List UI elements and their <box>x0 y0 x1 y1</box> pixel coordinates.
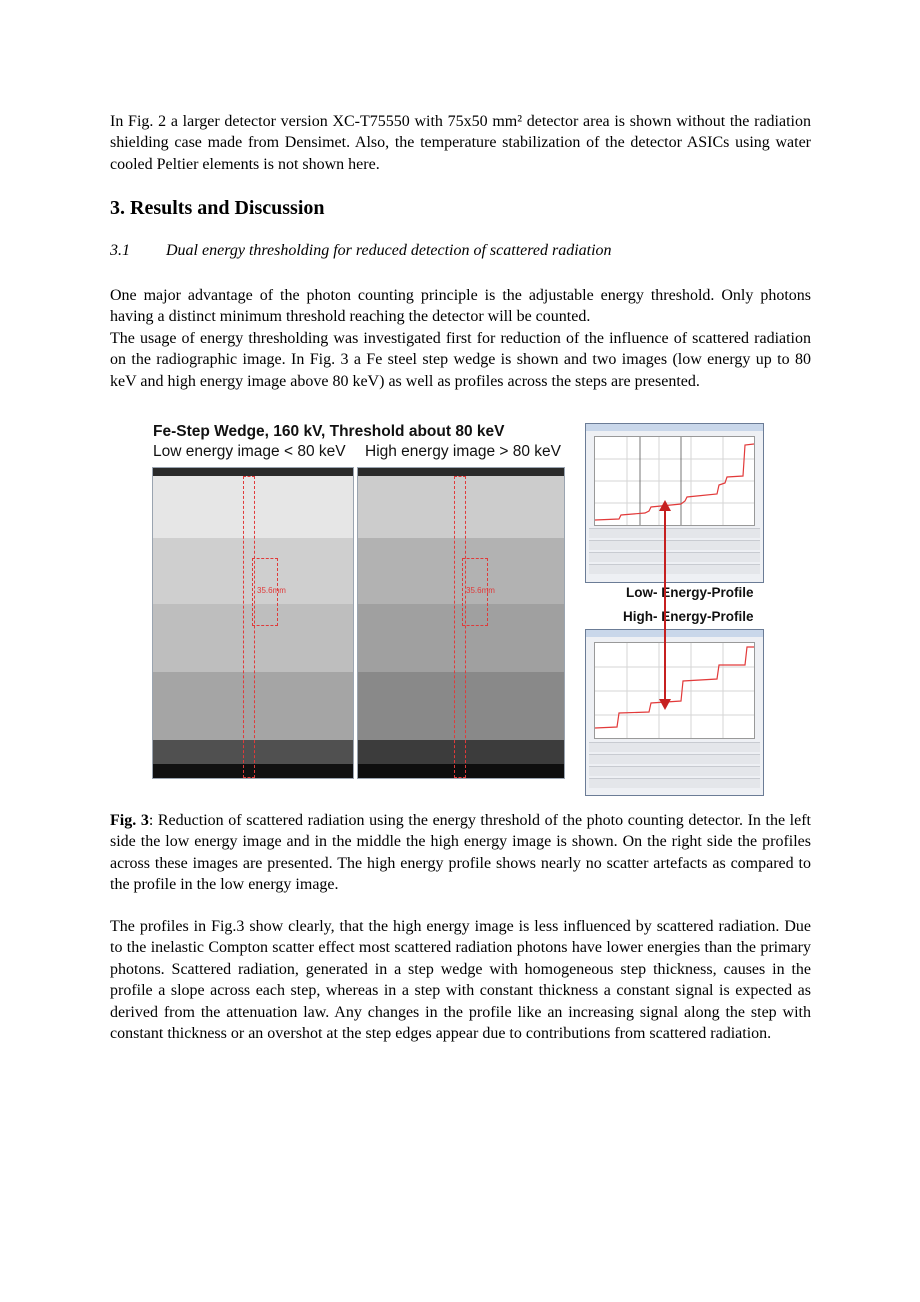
intro-paragraph: In Fig. 2 a larger detector version XC-T75550 with 75x50 mm² detector area is shown without the radiation shielding case made from Densimet. Also, the temperature stabilization of the detector ASICs using water cooled Peltier elements is not shown here. <box>110 113 811 173</box>
paragraph-scatter-analysis: The profiles in Fig.3 show clearly, that the high energy image is less influenced by scattered radiation. Due to the inelastic Compton scatter effect most scattered radiation photons have lower energies than the primary photons. Scattered radiation, generated in a step wedge with homogeneous step thickness, causes in the profile a slope across each step, whereas in a step with constant thickness a constant signal is expected as derived from the attenuation law. Any changes in the profile like an increasing signal along the step with constant thickness or an overshot at the step edges appear due to contributions from scattered radiation. <box>110 918 811 1043</box>
paragraph-energy-threshold: One major advantage of the photon counting principle is the adjustable energy threshold. Only photons having a distinct minimum threshold reaching the detector will be counted. <box>110 287 811 326</box>
caption-text: : Reduction of scattered radiation using the energy threshold of the photo counting detector. In the left side the low energy image and in the middle the high energy image is shown. On the right side the profiles across these images are presented. The high energy profile shows nearly no scatter artefacts as compared to the profile in the low energy image. <box>110 812 811 894</box>
high-profile-stats <box>589 742 760 752</box>
high-profile-label: High- Energy-Profile <box>623 609 754 624</box>
paragraph-thresholding-usage: The usage of energy thresholding was investigated first for reduction of the influence of scattered radiation on the radiographic image. In Fig. 3 a Fe steel step wedge is shown and two images (low energy up to 80 keV and high energy image above 80 keV) as well as profiles across the steps are presented. <box>110 329 811 390</box>
body-paragraph-3-block <box>110 916 811 1044</box>
figure-title-low: Low energy image < 80 keV <box>153 443 346 460</box>
section-heading-block <box>110 197 811 220</box>
low-energy-image <box>152 467 354 779</box>
subsection-title: Dual energy thresholding for reduced detection of scattered radiation <box>166 242 612 259</box>
figure-caption-block <box>110 810 811 896</box>
comparison-arrow <box>655 500 675 710</box>
low-profile-titlebar <box>586 424 763 431</box>
subsection-number: 3.1 <box>110 242 130 259</box>
high-roi-label: 35.6mm <box>466 586 495 595</box>
caption-label: Fig. 3 <box>110 812 149 829</box>
body-paragraphs-1 <box>110 285 811 392</box>
high-energy-image <box>357 467 565 779</box>
low-roi-column <box>243 476 255 778</box>
high-profile-controls-3 <box>589 778 760 788</box>
low-profile-label: Low- Energy-Profile <box>626 585 754 600</box>
figure-title-high: High energy image > 80 keV <box>365 443 562 460</box>
intro-paragraph-block <box>110 111 811 175</box>
high-profile-controls-1 <box>589 754 760 764</box>
subsection-heading <box>110 242 811 260</box>
figure-caption <box>110 810 811 896</box>
section-heading: 3. Results and Discussion <box>110 197 325 219</box>
high-roi-column <box>454 476 466 778</box>
low-roi-label: 35.6mm <box>257 586 286 595</box>
figure-3 <box>150 422 770 798</box>
figure-title: Fe-Step Wedge, 160 kV, Threshold about 80 keV <box>153 423 505 440</box>
high-profile-controls-2 <box>589 766 760 776</box>
